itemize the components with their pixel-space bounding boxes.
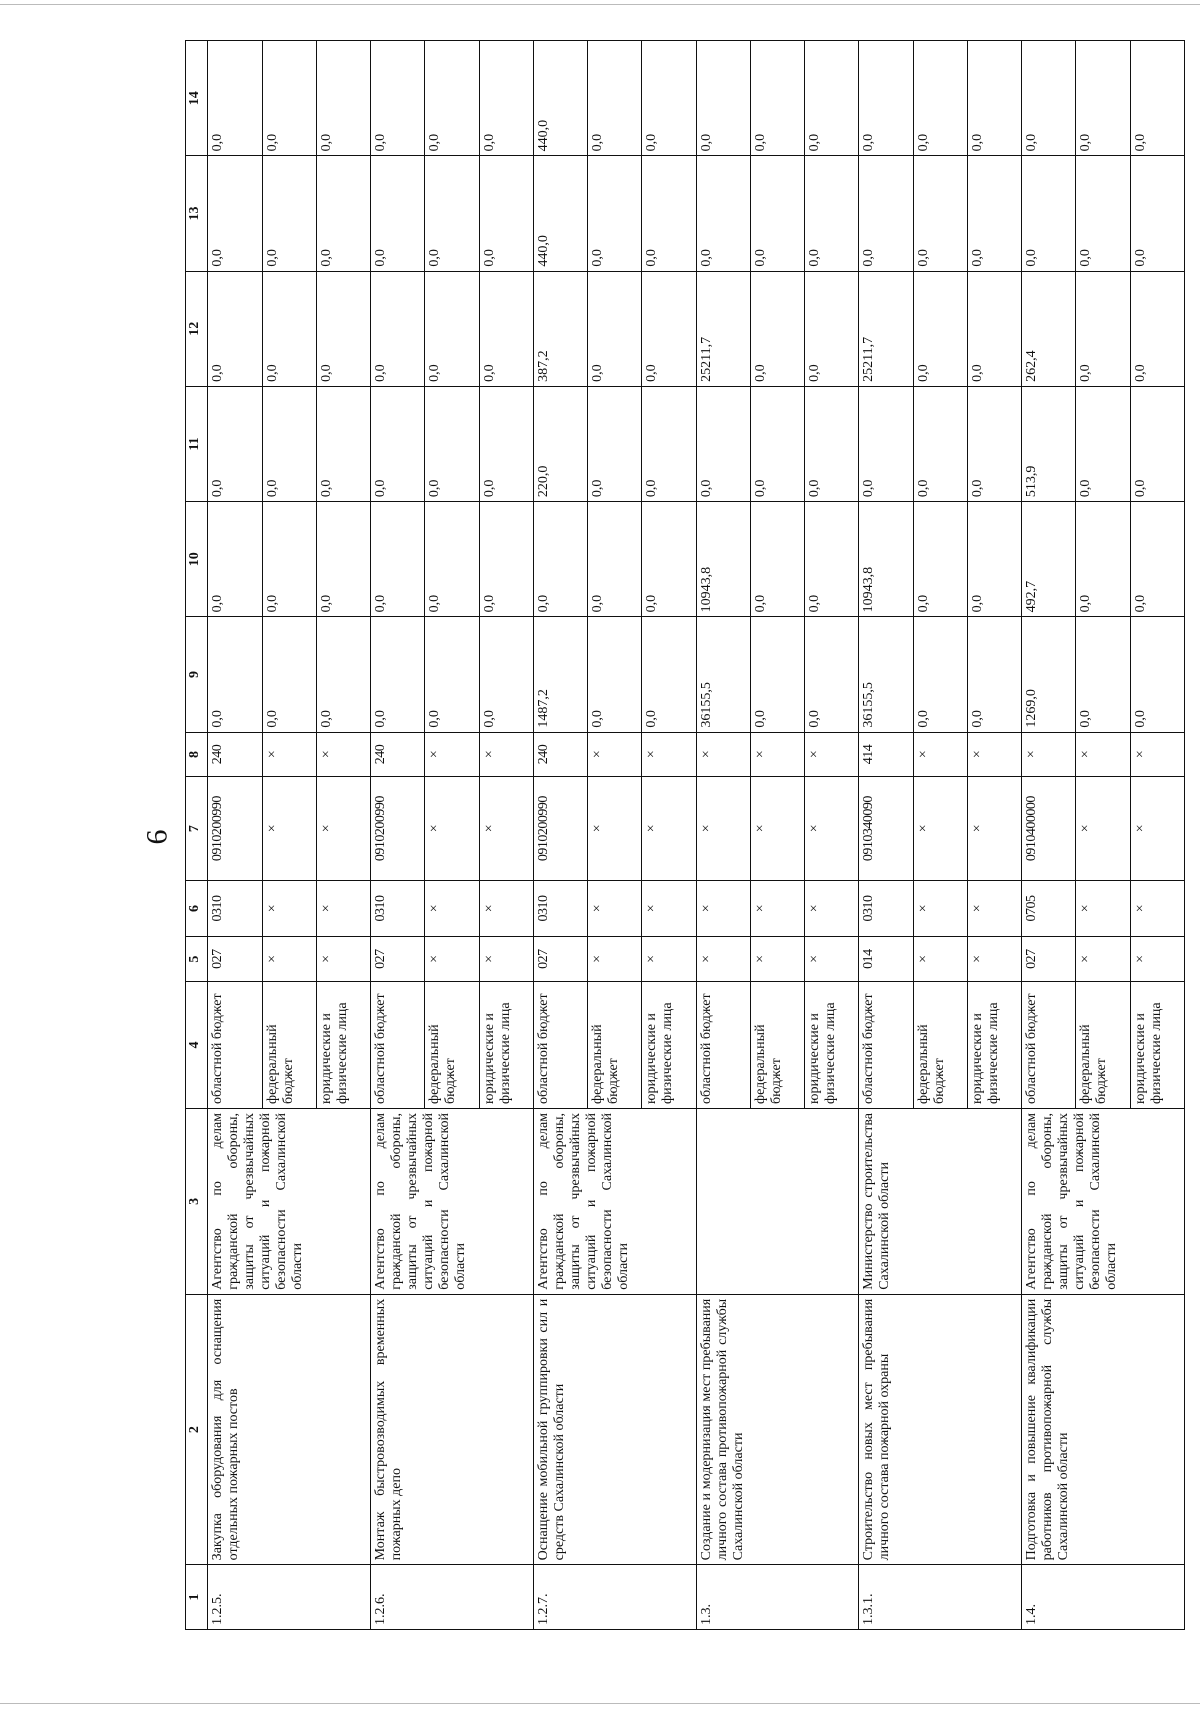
funding-source: юридические и физические лица xyxy=(316,981,370,1108)
funding-source: федеральный бюджет xyxy=(750,981,804,1108)
code-ministry: × xyxy=(262,937,316,982)
amount-v10: 0,0 xyxy=(588,502,642,617)
row-number: 1.2.7. xyxy=(533,1565,696,1630)
amount-v13: 0,0 xyxy=(696,156,750,271)
amount-v12: 25211,7 xyxy=(859,271,913,386)
amount-v13: 0,0 xyxy=(208,156,262,271)
funding-source: областной бюджет xyxy=(696,981,750,1108)
responsible-agency: Агентство по делам гражданской обороны, защиты от чрезвычайных ситуаций и пожарной безопасности Сахалинской области xyxy=(371,1108,534,1294)
code-expense-type: × xyxy=(1022,732,1076,777)
amount-v13: 0,0 xyxy=(588,156,642,271)
amount-v14: 0,0 xyxy=(967,41,1021,156)
activity-name: Подготовка и повышение квалификации работников противопожарной службы Сахалинской области xyxy=(1022,1294,1185,1565)
amount-v9: 0,0 xyxy=(588,617,642,732)
table-body xyxy=(186,41,1185,1630)
row-number: 1.3. xyxy=(696,1565,859,1630)
code-target: 0910200990 xyxy=(371,777,425,881)
code-section: × xyxy=(316,880,370,936)
amount-v9: 0,0 xyxy=(208,617,262,732)
amount-v10: 492,7 xyxy=(1022,502,1076,617)
activity-name: Оснащение мобильной группировки сил и средств Сахалинской области xyxy=(533,1294,696,1565)
amount-v14: 0,0 xyxy=(1076,41,1130,156)
amount-v12: 0,0 xyxy=(1076,271,1130,386)
amount-v12: 387,2 xyxy=(533,271,587,386)
amount-v10: 0,0 xyxy=(1076,502,1130,617)
code-ministry: 027 xyxy=(371,937,425,982)
amount-v11: 220,0 xyxy=(533,386,587,501)
amount-v10: 0,0 xyxy=(425,502,479,617)
code-section: × xyxy=(262,880,316,936)
amount-v13: 0,0 xyxy=(1130,156,1184,271)
funding-source: областной бюджет xyxy=(208,981,262,1108)
code-expense-type: × xyxy=(1130,732,1184,777)
amount-v14: 0,0 xyxy=(913,41,967,156)
amount-v11: 0,0 xyxy=(642,386,696,501)
code-ministry: × xyxy=(588,937,642,982)
code-target: × xyxy=(316,777,370,881)
amount-v14: 0,0 xyxy=(208,41,262,156)
amount-v9: 36155,5 xyxy=(696,617,750,732)
code-ministry: × xyxy=(696,937,750,982)
amount-v14: 440,0 xyxy=(533,41,587,156)
code-section: × xyxy=(588,880,642,936)
code-section: × xyxy=(1130,880,1184,936)
amount-v12: 0,0 xyxy=(642,271,696,386)
amount-v12: 262,4 xyxy=(1022,271,1076,386)
table-row xyxy=(1022,41,1076,1630)
amount-v9: 0,0 xyxy=(750,617,804,732)
code-ministry: × xyxy=(967,937,1021,982)
amount-v10: 0,0 xyxy=(805,502,859,617)
amount-v9: 0,0 xyxy=(642,617,696,732)
code-expense-type: × xyxy=(696,732,750,777)
amount-v14: 0,0 xyxy=(750,41,804,156)
code-ministry: 027 xyxy=(208,937,262,982)
amount-v10: 0,0 xyxy=(479,502,533,617)
code-expense-type: 240 xyxy=(371,732,425,777)
code-target: 0910340090 xyxy=(859,777,913,881)
amount-v9: 0,0 xyxy=(1076,617,1130,732)
code-ministry: × xyxy=(642,937,696,982)
code-expense-type: × xyxy=(642,732,696,777)
amount-v14: 0,0 xyxy=(588,41,642,156)
funding-source: федеральный бюджет xyxy=(1076,981,1130,1108)
header-row xyxy=(186,41,208,1630)
code-target: × xyxy=(262,777,316,881)
header-cell-14: 14 xyxy=(186,41,208,156)
amount-v11: 0,0 xyxy=(1076,386,1130,501)
code-target: × xyxy=(588,777,642,881)
code-expense-type: × xyxy=(805,732,859,777)
funding-source: областной бюджет xyxy=(371,981,425,1108)
header-cell-13: 13 xyxy=(186,156,208,271)
amount-v14: 0,0 xyxy=(479,41,533,156)
amount-v12: 0,0 xyxy=(913,271,967,386)
rotated-table-container xyxy=(185,40,1185,1630)
code-section: × xyxy=(750,880,804,936)
amount-v12: 0,0 xyxy=(316,271,370,386)
budget-table xyxy=(185,40,1185,1630)
funding-source: юридические и физические лица xyxy=(1130,981,1184,1108)
amount-v9: 0,0 xyxy=(425,617,479,732)
activity-name: Закупка оборудования для оснащения отдельных пожарных постов xyxy=(208,1294,371,1565)
code-expense-type: × xyxy=(1076,732,1130,777)
code-ministry: × xyxy=(425,937,479,982)
responsible-agency xyxy=(696,1108,859,1294)
code-ministry: × xyxy=(1076,937,1130,982)
amount-v10: 0,0 xyxy=(208,502,262,617)
code-expense-type: × xyxy=(913,732,967,777)
code-ministry: × xyxy=(1130,937,1184,982)
scan-edge-top xyxy=(0,4,1200,5)
code-section: × xyxy=(425,880,479,936)
amount-v11: 0,0 xyxy=(316,386,370,501)
header-cell-10: 10 xyxy=(186,502,208,617)
code-section: × xyxy=(805,880,859,936)
amount-v14: 0,0 xyxy=(642,41,696,156)
code-expense-type: × xyxy=(967,732,1021,777)
page-number: 6 xyxy=(140,829,174,845)
amount-v11: 0,0 xyxy=(371,386,425,501)
code-target: × xyxy=(913,777,967,881)
code-target: × xyxy=(696,777,750,881)
amount-v11: 0,0 xyxy=(425,386,479,501)
amount-v9: 0,0 xyxy=(1130,617,1184,732)
code-expense-type: × xyxy=(750,732,804,777)
funding-source: федеральный бюджет xyxy=(262,981,316,1108)
code-section: 0310 xyxy=(533,880,587,936)
amount-v13: 0,0 xyxy=(1076,156,1130,271)
amount-v12: 25211,7 xyxy=(696,271,750,386)
row-number: 1.2.6. xyxy=(371,1565,534,1630)
amount-v11: 0,0 xyxy=(750,386,804,501)
amount-v14: 0,0 xyxy=(371,41,425,156)
code-section: 0310 xyxy=(208,880,262,936)
responsible-agency: Агентство по делам гражданской обороны, защиты от чрезвычайных ситуаций и пожарной безопасности Сахалинской области xyxy=(208,1108,371,1294)
amount-v14: 0,0 xyxy=(1022,41,1076,156)
amount-v14: 0,0 xyxy=(696,41,750,156)
amount-v9: 1269,0 xyxy=(1022,617,1076,732)
funding-source: федеральный бюджет xyxy=(913,981,967,1108)
code-expense-type: × xyxy=(479,732,533,777)
amount-v11: 0,0 xyxy=(696,386,750,501)
amount-v14: 0,0 xyxy=(425,41,479,156)
code-ministry: 014 xyxy=(859,937,913,982)
code-ministry: 027 xyxy=(533,937,587,982)
amount-v10: 0,0 xyxy=(371,502,425,617)
amount-v13: 440,0 xyxy=(533,156,587,271)
amount-v9: 0,0 xyxy=(967,617,1021,732)
amount-v12: 0,0 xyxy=(371,271,425,386)
header-cell-11: 11 xyxy=(186,386,208,501)
activity-name: Создание и модернизация мест пребывания личного состава противопожарной службы Сахалинской области xyxy=(696,1294,859,1565)
amount-v11: 0,0 xyxy=(1130,386,1184,501)
amount-v13: 0,0 xyxy=(316,156,370,271)
amount-v12: 0,0 xyxy=(1130,271,1184,386)
amount-v13: 0,0 xyxy=(479,156,533,271)
header-cell-7: 7 xyxy=(186,777,208,881)
funding-source: областной бюджет xyxy=(1022,981,1076,1108)
amount-v12: 0,0 xyxy=(967,271,1021,386)
code-target: × xyxy=(425,777,479,881)
amount-v12: 0,0 xyxy=(805,271,859,386)
funding-source: юридические и физические лица xyxy=(479,981,533,1108)
code-target: 0910200990 xyxy=(208,777,262,881)
responsible-agency: Министерство строительства Сахалинской области xyxy=(859,1108,1022,1294)
code-expense-type: × xyxy=(262,732,316,777)
amount-v14: 0,0 xyxy=(1130,41,1184,156)
header-cell-8: 8 xyxy=(186,732,208,777)
amount-v10: 0,0 xyxy=(750,502,804,617)
funding-source: юридические и физические лица xyxy=(967,981,1021,1108)
amount-v12: 0,0 xyxy=(208,271,262,386)
funding-source: федеральный бюджет xyxy=(588,981,642,1108)
amount-v10: 10943,8 xyxy=(696,502,750,617)
responsible-agency: Агентство по делам гражданской обороны, защиты от чрезвычайных ситуаций и пожарной безопасности Сахалинской области xyxy=(1022,1108,1185,1294)
amount-v11: 0,0 xyxy=(859,386,913,501)
code-expense-type: × xyxy=(588,732,642,777)
amount-v13: 0,0 xyxy=(262,156,316,271)
amount-v10: 0,0 xyxy=(1130,502,1184,617)
header-cell-2: 2 xyxy=(186,1294,208,1565)
code-section: 0310 xyxy=(859,880,913,936)
amount-v10: 0,0 xyxy=(316,502,370,617)
code-ministry: × xyxy=(750,937,804,982)
table-row xyxy=(371,41,425,1630)
header-cell-5: 5 xyxy=(186,937,208,982)
amount-v12: 0,0 xyxy=(425,271,479,386)
amount-v12: 0,0 xyxy=(750,271,804,386)
amount-v10: 0,0 xyxy=(913,502,967,617)
amount-v10: 0,0 xyxy=(967,502,1021,617)
code-ministry: × xyxy=(479,937,533,982)
header-cell-6: 6 xyxy=(186,880,208,936)
funding-source: юридические и физические лица xyxy=(642,981,696,1108)
code-section: 0310 xyxy=(371,880,425,936)
amount-v9: 0,0 xyxy=(371,617,425,732)
amount-v13: 0,0 xyxy=(371,156,425,271)
amount-v10: 0,0 xyxy=(262,502,316,617)
amount-v10: 10943,8 xyxy=(859,502,913,617)
code-target: 0910400000 xyxy=(1022,777,1076,881)
code-target: × xyxy=(1076,777,1130,881)
amount-v12: 0,0 xyxy=(588,271,642,386)
amount-v11: 0,0 xyxy=(479,386,533,501)
row-number: 1.3.1. xyxy=(859,1565,1022,1630)
funding-source: областной бюджет xyxy=(859,981,913,1108)
amount-v13: 0,0 xyxy=(750,156,804,271)
amount-v11: 0,0 xyxy=(588,386,642,501)
amount-v11: 0,0 xyxy=(805,386,859,501)
amount-v13: 0,0 xyxy=(642,156,696,271)
code-section: × xyxy=(913,880,967,936)
amount-v9: 0,0 xyxy=(262,617,316,732)
amount-v13: 0,0 xyxy=(913,156,967,271)
code-section: × xyxy=(479,880,533,936)
amount-v11: 0,0 xyxy=(208,386,262,501)
code-expense-type: × xyxy=(316,732,370,777)
funding-source: федеральный бюджет xyxy=(425,981,479,1108)
code-target: × xyxy=(805,777,859,881)
amount-v13: 0,0 xyxy=(859,156,913,271)
amount-v9: 36155,5 xyxy=(859,617,913,732)
funding-source: областной бюджет xyxy=(533,981,587,1108)
code-section: × xyxy=(696,880,750,936)
amount-v12: 0,0 xyxy=(262,271,316,386)
responsible-agency: Агентство по делам гражданской обороны, защиты от чрезвычайных ситуаций и пожарной безопасности Сахалинской области xyxy=(533,1108,696,1294)
row-number: 1.2.5. xyxy=(208,1565,371,1630)
code-target: × xyxy=(642,777,696,881)
amount-v14: 0,0 xyxy=(316,41,370,156)
funding-source: юридические и физические лица xyxy=(805,981,859,1108)
code-section: × xyxy=(1076,880,1130,936)
code-target: × xyxy=(1130,777,1184,881)
table-row xyxy=(859,41,913,1630)
amount-v13: 0,0 xyxy=(425,156,479,271)
scan-edge-bottom xyxy=(0,1703,1200,1704)
amount-v10: 0,0 xyxy=(533,502,587,617)
header-cell-3: 3 xyxy=(186,1108,208,1294)
table-row xyxy=(696,41,750,1630)
code-ministry: × xyxy=(913,937,967,982)
code-ministry: × xyxy=(316,937,370,982)
amount-v14: 0,0 xyxy=(262,41,316,156)
header-cell-9: 9 xyxy=(186,617,208,732)
table-row xyxy=(533,41,587,1630)
amount-v13: 0,0 xyxy=(805,156,859,271)
amount-v9: 0,0 xyxy=(479,617,533,732)
amount-v11: 0,0 xyxy=(262,386,316,501)
code-target: × xyxy=(750,777,804,881)
amount-v14: 0,0 xyxy=(805,41,859,156)
amount-v9: 0,0 xyxy=(316,617,370,732)
code-expense-type: 414 xyxy=(859,732,913,777)
code-section: 0705 xyxy=(1022,880,1076,936)
header-cell-4: 4 xyxy=(186,981,208,1108)
code-section: × xyxy=(642,880,696,936)
header-cell-1: 1 xyxy=(186,1565,208,1630)
activity-name: Монтаж быстровозводимых временных пожарных депо xyxy=(371,1294,534,1565)
amount-v13: 0,0 xyxy=(967,156,1021,271)
amount-v11: 0,0 xyxy=(967,386,1021,501)
code-ministry: 027 xyxy=(1022,937,1076,982)
code-target: × xyxy=(967,777,1021,881)
amount-v12: 0,0 xyxy=(479,271,533,386)
table-row xyxy=(208,41,262,1630)
amount-v11: 0,0 xyxy=(913,386,967,501)
amount-v9: 1487,2 xyxy=(533,617,587,732)
code-target: 0910200990 xyxy=(533,777,587,881)
code-target: × xyxy=(479,777,533,881)
code-section: × xyxy=(967,880,1021,936)
activity-name: Строительство новых мест пребывания личного состава пожарной охраны xyxy=(859,1294,1022,1565)
amount-v14: 0,0 xyxy=(859,41,913,156)
code-expense-type: 240 xyxy=(533,732,587,777)
code-expense-type: × xyxy=(425,732,479,777)
amount-v11: 513,9 xyxy=(1022,386,1076,501)
amount-v9: 0,0 xyxy=(805,617,859,732)
amount-v9: 0,0 xyxy=(913,617,967,732)
amount-v10: 0,0 xyxy=(642,502,696,617)
code-expense-type: 240 xyxy=(208,732,262,777)
row-number: 1.4. xyxy=(1022,1565,1185,1630)
code-ministry: × xyxy=(805,937,859,982)
header-cell-12: 12 xyxy=(186,271,208,386)
amount-v13: 0,0 xyxy=(1022,156,1076,271)
